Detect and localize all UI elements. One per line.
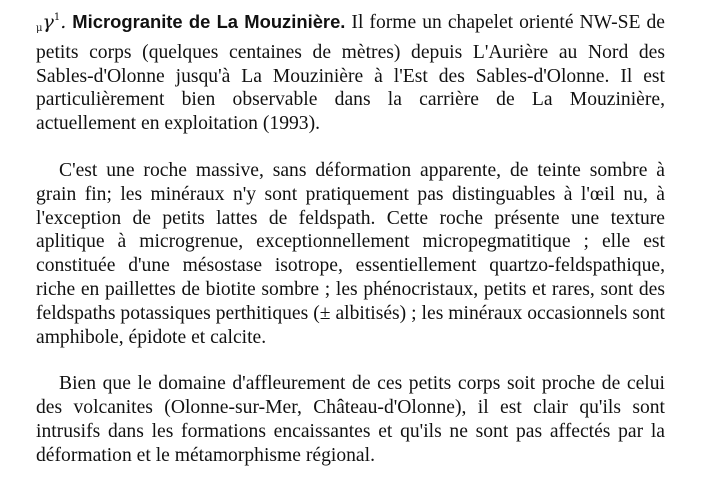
- paragraph-description: C'est une roche massive, sans déformation apparente, de teinte sombre à grain fin; les minéraux n'y sont pratiquement pas distinguables à l'œil nu, à l'exception de petits lattes de feldspath. Cette roche présente une texture aplitique à microgrenue, exceptionnellement micropegmatitique ; elle est constituée d'une mésostase isotrope, essentiellement quartzo-feldspathique, riche en paillettes de biotite sombre ; les phénocristaux, petits et rares, sont des feldspaths potassiques perthitiques (± albitisés) ; les minéraux occasionnels sont amphibole, épidote et calcite.: [36, 159, 665, 348]
- formation-symbol: [36, 11, 66, 33]
- formation-symbol-superscript: 1: [53, 12, 61, 23]
- paragraph-conclusion: Bien que le domaine d'affleurement de ces petits corps soit proche de celui des volcanites (Olonne-sur-Mer, Château-d'Olonne), il est clair qu'ils sont intrusifs dans les formations encaissantes et qu'ils ne sont pas affectés par la déformation et le métamorphisme régional.: [36, 373, 665, 466]
- paragraph-intro: [36, 6, 665, 136]
- formation-symbol-dot: .: [60, 11, 67, 33]
- formation-symbol-subscript: μ: [36, 23, 43, 34]
- paragraph-intro-text: Il forme un chapelet orienté NW-SE de petits corps (quelques centaines de mètres) depuis L'Aurière au Nord des Sables-d'Olonne jusqu'à La Mouzinière à l'Est des Sables-d'Olonne. Il est particulièrement bien observable dans la carrière de La Mouzinière, actuellement en exploitation (1993).: [36, 12, 665, 135]
- formation-symbol-letter: γ: [42, 11, 54, 33]
- section-heading: Microgranite de La Mouzinière.: [72, 11, 346, 32]
- document-page: [36, 6, 665, 468]
